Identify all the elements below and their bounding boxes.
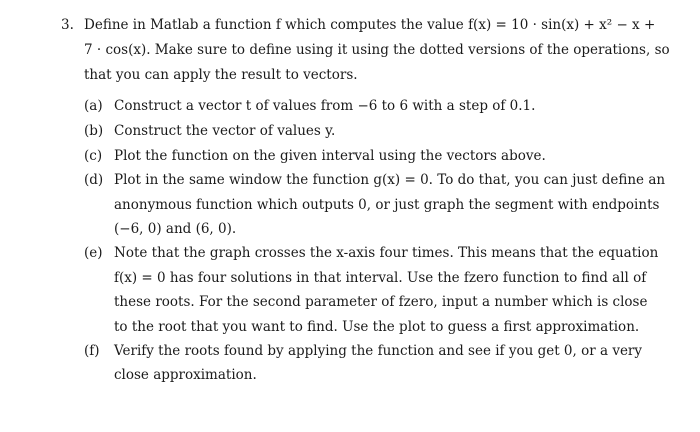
item-e-line-2: f(x) = 0 has four solutions in that interval. Use the fzero function to find all of bbox=[114, 270, 647, 286]
item-b-label: (b) bbox=[84, 123, 104, 139]
item-d-line-2: anonymous function which outputs 0, or just graph the segment with endpoints bbox=[114, 197, 660, 213]
intro-line-2: 7 · cos(x). Make sure to define using it using the dotted versions of the operations, so bbox=[84, 42, 670, 58]
intro-line-1: Define in Matlab a function f which computes the value f(x) = 10 · sin(x) + x² − x + bbox=[84, 17, 656, 33]
problem-number: 3. bbox=[61, 17, 74, 33]
item-f-line-1: Verify the roots found by applying the function and see if you get 0, or a very bbox=[114, 343, 643, 359]
item-f-label: (f) bbox=[84, 343, 100, 359]
item-e-line-1: Note that the graph crosses the x-axis four times. This means that the equation bbox=[114, 245, 659, 261]
item-e-label: (e) bbox=[84, 245, 103, 261]
item-d-line-1: Plot in the same window the function g(x) = 0. To do that, you can just define an bbox=[114, 172, 666, 188]
item-a-label: (a) bbox=[84, 98, 103, 114]
item-b-line-1: Construct the vector of values y. bbox=[114, 123, 336, 139]
item-a-line-1: Construct a vector t of values from −6 to 6 with a step of 0.1. bbox=[114, 98, 536, 114]
item-f-line-2: close approximation. bbox=[114, 367, 257, 383]
item-c-label: (c) bbox=[84, 148, 103, 164]
item-c-line-1: Plot the function on the given interval using the vectors above. bbox=[114, 148, 546, 164]
item-d-line-3: (−6, 0) and (6, 0). bbox=[114, 221, 237, 237]
item-e-line-3: these roots. For the second parameter of fzero, input a number which is close bbox=[114, 294, 648, 310]
intro-line-3: that you can apply the result to vectors. bbox=[84, 67, 358, 83]
item-e-line-4: to the root that you want to find. Use the plot to guess a first approximation. bbox=[114, 319, 640, 335]
item-d-label: (d) bbox=[84, 172, 104, 188]
